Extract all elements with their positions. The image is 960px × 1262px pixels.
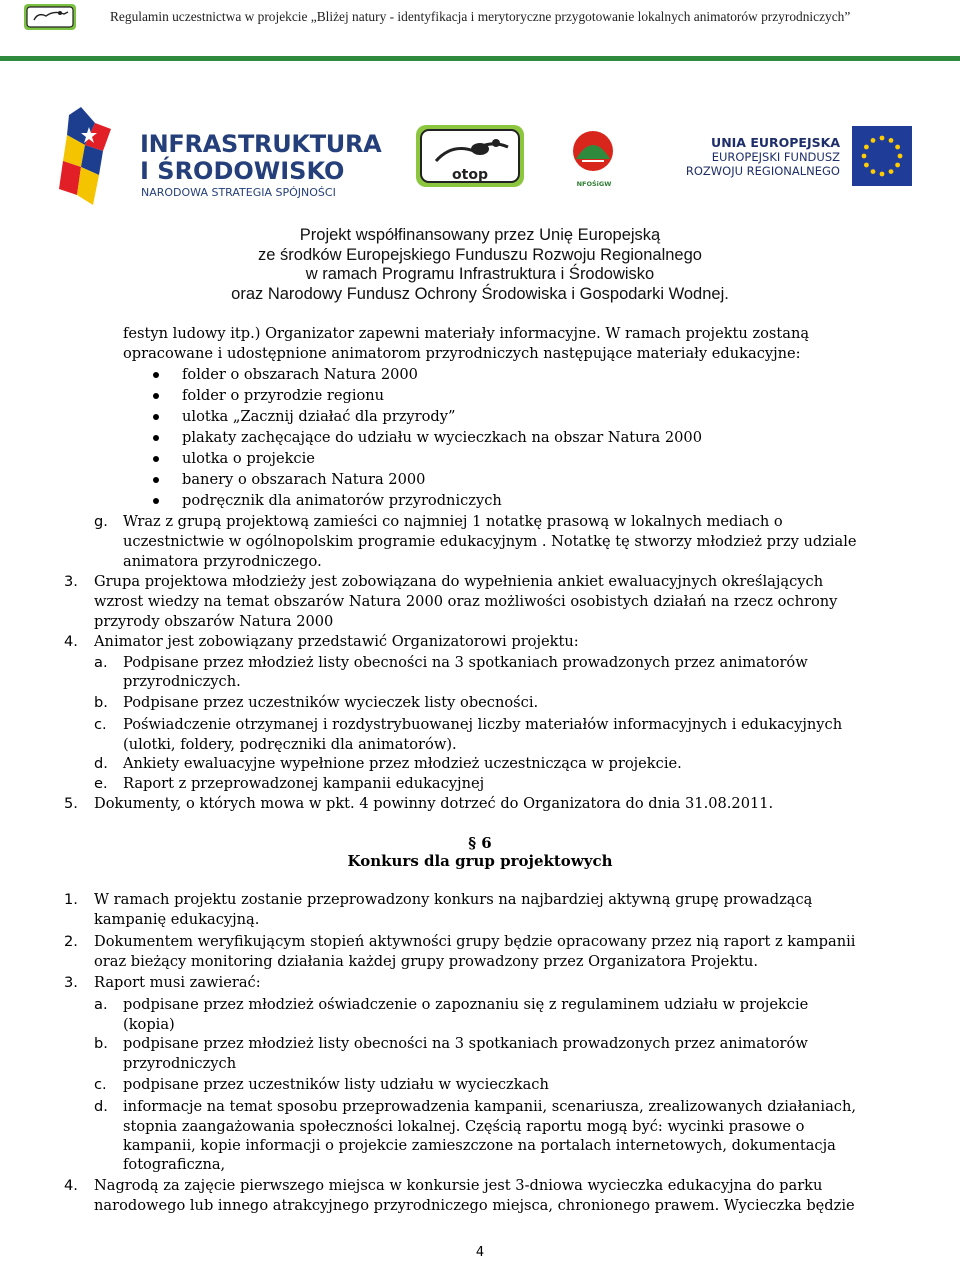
list-item-line: podpisane przez uczestników listy udziału w wycieczkach bbox=[123, 1076, 549, 1093]
list-item-line: kampanii, kopie informacji o projekcie zamieszczone na portalach internetowych, dokumentacja bbox=[123, 1137, 836, 1154]
logo-bar bbox=[0, 100, 960, 210]
list-marker: d. bbox=[94, 755, 108, 772]
otop-bird-logo-icon bbox=[416, 125, 524, 187]
list-item-line: kampanię edukacyjną. bbox=[94, 911, 260, 928]
document-title: Regulamin uczestnictwa w projekcie „Bliżej natury - identyfikacja i merytoryczne przygotowanie lokalnych animatorów przyrodniczych” bbox=[110, 9, 851, 24]
eu-fund-line1: EUROPEJSKI FUNDUSZ bbox=[711, 150, 840, 164]
list-marker: 3. bbox=[64, 573, 78, 590]
eu-text-block bbox=[640, 136, 840, 178]
list-marker: c. bbox=[94, 1076, 107, 1093]
list-item-line: Podpisane przez młodzież listy obecności na 3 spotkaniach prowadzonych przez animatorów bbox=[123, 654, 808, 671]
list-marker: g. bbox=[94, 513, 108, 530]
list-item-line: animatora przyrodniczego. bbox=[123, 553, 322, 570]
cofinancing-line: Projekt współfinansowany przez Unię Europejską bbox=[299, 226, 661, 244]
cofinancing-line: ze środków Europejskiego Funduszu Rozwoju Regionalnego bbox=[258, 245, 702, 264]
bullet-item: folder o przyrodzie regionu bbox=[182, 387, 385, 404]
list-item-line: uczestnictwie w ogólnopolskim programie edukacyjnym . Notatkę tę stworzy młodzież przy udziale bbox=[123, 533, 857, 550]
list-item-line: podpisane przez młodzież oświadczenie o zapoznaniu się z regulaminem udziału w projekcie bbox=[123, 996, 809, 1013]
intro-line: opracowane i udostępnione animatorom przyrodniczych następujące materiały edukacyjne: bbox=[123, 345, 801, 362]
page-number: 4 bbox=[475, 1245, 485, 1260]
list-marker: a. bbox=[94, 654, 108, 671]
list-marker: d. bbox=[94, 1098, 108, 1115]
list-item-line: narodowego lub innego atrakcyjnego przyrodniczego miejsca, chronionego prawem. Wycieczka będzie bbox=[94, 1197, 855, 1214]
list-marker: 3. bbox=[64, 974, 78, 991]
page-header bbox=[0, 0, 960, 62]
list-item-line: Wraz z grupą projektową zamieści co najmniej 1 notatkę prasową w lokalnych mediach o bbox=[123, 513, 783, 530]
cofinancing-line: w ramach Programu Infrastruktura i Środowisko bbox=[305, 265, 655, 283]
list-item-line: Ankiety ewaluacyjne wypełnione przez młodzież uczestnicząca w projekcie. bbox=[123, 755, 682, 772]
list-item-line: wzrost wiedzy na temat obszarów Natura 2000 oraz możliwości osobistych działań na rzecz ochrony bbox=[94, 593, 838, 610]
section-number: § 6 bbox=[468, 834, 492, 852]
intro-line: festyn ludowy itp.) Organizator zapewni materiały informacyjne. W ramach projektu zostaną bbox=[123, 325, 810, 342]
list-marker: 4. bbox=[64, 633, 78, 650]
list-marker: 1. bbox=[64, 891, 78, 908]
list-marker: e. bbox=[94, 775, 108, 792]
cofinancing-line: oraz Narodowy Fundusz Ochrony Środowiska i Gospodarki Wodnej. bbox=[231, 284, 729, 303]
bullet-icon bbox=[153, 372, 159, 378]
list-item-line: (kopia) bbox=[123, 1016, 175, 1033]
list-item-line: Animator jest zobowiązany przedstawić Organizatorowi projektu: bbox=[94, 633, 579, 650]
list-item-line: przyrody obszarów Natura 2000 bbox=[94, 613, 334, 630]
list-marker: a. bbox=[94, 996, 108, 1013]
eu-fund-line2: ROZWOJU REGIONALNEGO bbox=[685, 164, 840, 178]
list-item-line: fotograficzna, bbox=[123, 1156, 226, 1173]
section-title: Konkurs dla grup projektowych bbox=[347, 852, 613, 870]
list-marker: b. bbox=[94, 1035, 108, 1052]
bullet-item: podręcznik dla animatorów przyrodniczych bbox=[182, 492, 502, 509]
list-item-line: (ulotki, foldery, podręczniki dla animatorów). bbox=[123, 736, 457, 753]
list-item-line: Raport z przeprowadzonej kampanii edukacyjnej bbox=[123, 775, 485, 792]
bullet-icon bbox=[153, 498, 159, 504]
list-marker: b. bbox=[94, 694, 108, 711]
header-rule bbox=[0, 56, 960, 61]
otop-logo-text: otop bbox=[452, 167, 488, 183]
list-item-line: informacje na temat sposobu przeprowadzenia kampanii, scenariusza, zrealizowanych działaniach, bbox=[123, 1098, 857, 1115]
bullet-item: ulotka „Zacznij działać dla przyrody” bbox=[182, 408, 456, 425]
list-item-line: W ramach projektu zostanie przeprowadzony konkurs na najbardziej aktywną grupę prowadzącą bbox=[94, 891, 813, 908]
list-item-line: Dokumentem weryfikującym stopień aktywności grupy będzie opracowany przez nią raport z kampanii bbox=[94, 933, 856, 950]
list-item-line: Poświadczenie otrzymanej i rozdystrybuowanej liczby materiałów informacyjnych i edukacyjnych bbox=[123, 716, 843, 733]
nfosigw-label: NFOŚiGW bbox=[576, 180, 612, 188]
list-marker: 4. bbox=[64, 1177, 78, 1194]
list-item-line: Podpisane przez uczestników wycieczek listy obecności. bbox=[123, 694, 539, 711]
is-title-line2: I ŚRODOWISKO bbox=[140, 157, 345, 185]
bullet-item: ulotka o projekcie bbox=[182, 450, 315, 467]
list-item-line: Nagrodą za zajęcie pierwszego miejsca w konkursie jest 3-dniowa wycieczka edukacyjna do parku bbox=[94, 1177, 823, 1194]
eu-title: UNIA EUROPEJSKA bbox=[711, 135, 840, 150]
nfosigw-logo-icon bbox=[570, 125, 616, 187]
list-item-line: oraz bieżący monitoring działania każdej grupy prowadzony przez Organizatora Projektu. bbox=[94, 953, 759, 970]
bullet-item: folder o obszarach Natura 2000 bbox=[182, 366, 418, 383]
list-item-line: Raport musi zawierać: bbox=[94, 974, 261, 991]
eu-flag-icon bbox=[852, 126, 912, 186]
list-item-line: stopnia zaangażowania społeczności lokalnej. Częścią raportu mogą być: wycinki prasowe o bbox=[123, 1118, 805, 1135]
list-item-line: Dokumenty, o których mowa w pkt. 4 powinny dotrzeć do Organizatora do dnia 31.08.2011. bbox=[94, 795, 774, 812]
bullet-icon bbox=[153, 393, 159, 399]
bullet-icon bbox=[153, 414, 159, 420]
list-item-line: przyrodniczych bbox=[123, 1055, 237, 1072]
cofinancing-statement bbox=[180, 226, 780, 304]
is-title-line1: INFRASTRUKTURA bbox=[140, 130, 382, 158]
list-marker: 5. bbox=[64, 795, 78, 812]
bullet-icon bbox=[153, 456, 159, 462]
list-item-line: przyrodniczych. bbox=[123, 673, 241, 690]
list-marker: 2. bbox=[64, 933, 78, 950]
bullet-item: banery o obszarach Natura 2000 bbox=[182, 471, 426, 488]
bullet-icon bbox=[153, 435, 159, 441]
list-item-line: podpisane przez młodzież listy obecności na 3 spotkaniach prowadzonych przez animatorów bbox=[123, 1035, 808, 1052]
list-marker: c. bbox=[94, 716, 107, 733]
bullet-item: plakaty zachęcające do udziału w wycieczkach na obszar Natura 2000 bbox=[182, 429, 702, 446]
otop-logo-icon bbox=[24, 4, 76, 30]
bullet-icon bbox=[153, 477, 159, 483]
is-subtitle: NARODOWA STRATEGIA SPÓJNOŚCI bbox=[141, 186, 336, 199]
list-item-line: Grupa projektowa młodzieży jest zobowiązana do wypełnienia ankiet ewaluacyjnych określających bbox=[94, 573, 824, 590]
